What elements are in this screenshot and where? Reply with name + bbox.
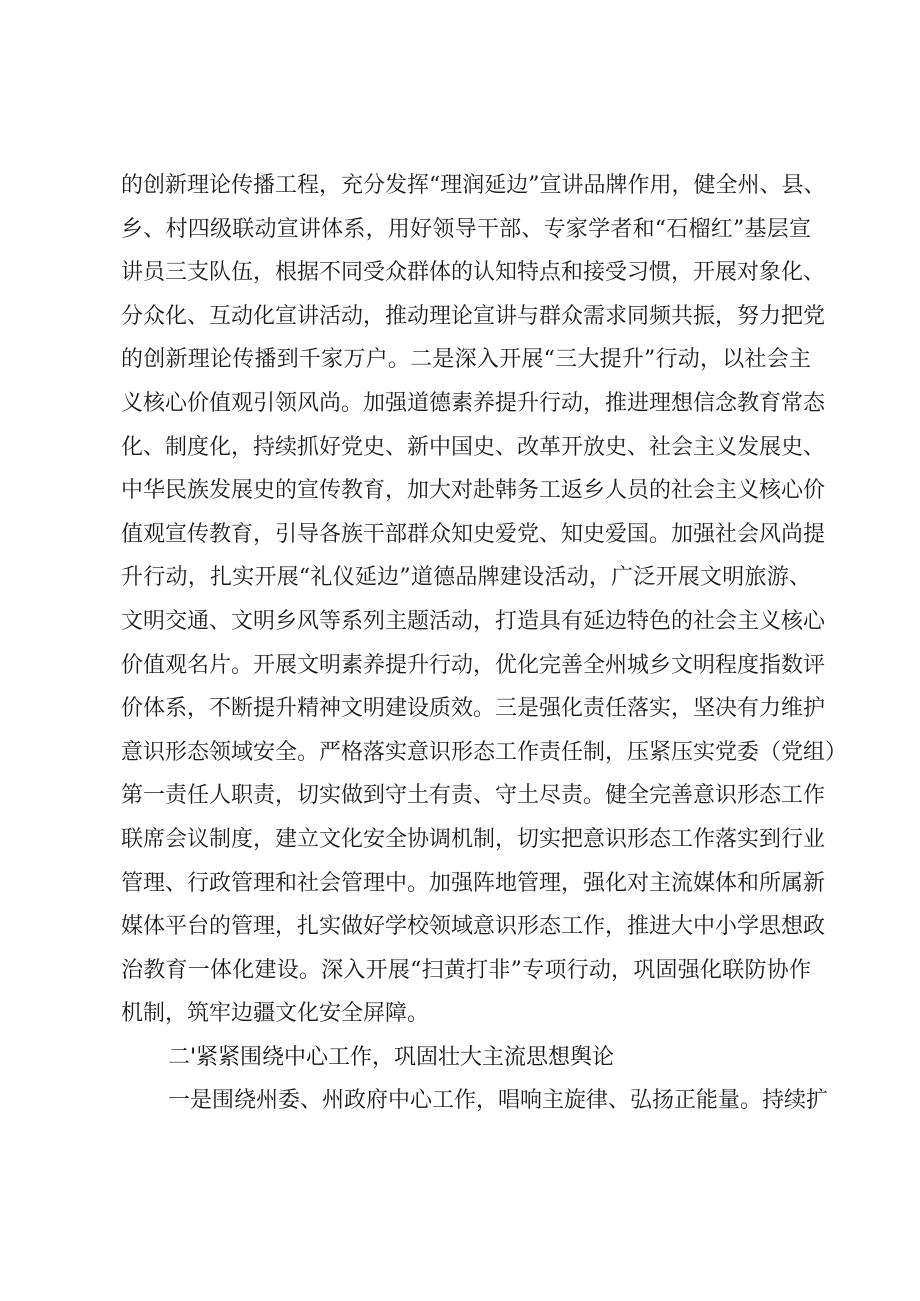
- text-line-10: 升行动，扎实开展“礼仪延边”道德品牌建设活动，广泛开展文明旅游、: [121, 565, 811, 591]
- text-line-11: 文明交通、文明乡风等系列主题活动，打造具有延边特色的社会主义核心: [121, 608, 826, 634]
- text-line-20: 机制，筑牢边疆文化安全屏障。: [121, 1001, 430, 1027]
- text-line-5: 的创新理论传播到千家万户。二是深入开展“三大提升”行动，以社会主: [121, 347, 811, 373]
- text-line-3: 讲员三支队伍，根据不同受众群体的认知特点和接受习惯，开展对象化、: [121, 260, 826, 286]
- section-heading: 二'紧紧围绕中心工作，巩固壮大主流思想舆论: [168, 1045, 615, 1070]
- text-line-13: 价体系，不断提升精神文明建设质效。三是强化责任落实，坚决有力维护: [121, 696, 826, 722]
- text-line-18: 媒体平台的管理，扎实做好学校领域意识形态工作，推进大中小学思想政: [121, 914, 826, 940]
- text-line-2: 乡、村四级联动宣讲体系，用好领导干部、专家学者和“石榴红”基层宣: [121, 216, 811, 242]
- text-line-8: 中华民族发展史的宣传教育，加大对赴韩务工返乡人员的社会主义核心价: [121, 478, 826, 504]
- text-line-14: 意识形态领域安全。严格落实意识形态工作责任制，压紧压实党委（党组）: [121, 739, 848, 765]
- text-line-15: 第一责任人职责，切实做到守土有责、守土尽责。健全完善意识形态工作: [121, 783, 826, 809]
- body-text: [121, 164, 848, 1036]
- text-line-17: 管理、行政管理和社会管理中。加强阵地管理，强化对主流媒体和所属新: [121, 870, 826, 896]
- text-line-9: 值观宣传教育，引导各族干部群众知史爱党、知史爱国。加强社会风尚提: [121, 521, 826, 547]
- text-line-12: 价值观名片。开展文明素养提升行动，优化完善全州城乡文明程度指数评: [121, 652, 826, 678]
- text-line-16: 联席会议制度，建立文化安全协调机制，切实把意识形态工作落实到行业: [121, 826, 826, 852]
- text-line-7: 化、制度化，持续抓好党史、新中国史、改革开放史、社会主义发展史、: [121, 434, 826, 460]
- paragraph-first-line: 一是围绕州委、州政府中心工作，唱响主旋律、弘扬正能量。持续扩: [168, 1088, 829, 1113]
- text-line-6: 义核心价值观引领风尚。加强道德素养提升行动，推进理想信念教育常态: [121, 390, 826, 416]
- text-line-4: 分众化、互动化宣讲活动，推动理论宣讲与群众需求同频共振，努力把党: [121, 303, 826, 329]
- text-line-19: 治教育一体化建设。深入开展“扫黄打非”专项行动，巩固强化联防协作: [121, 957, 811, 983]
- text-line-1: 的创新理论传播工程，充分发挥“理润延边”宣讲品牌作用，健全州、县、: [121, 173, 826, 198]
